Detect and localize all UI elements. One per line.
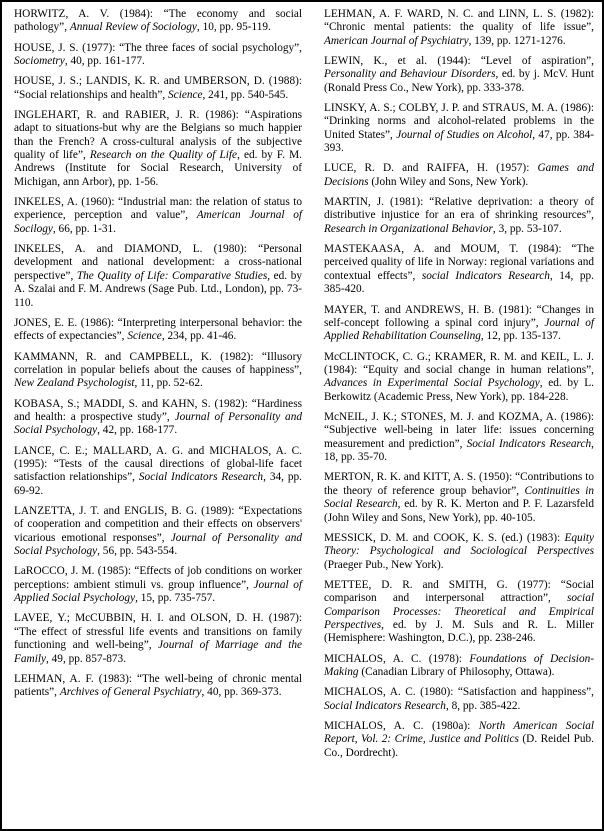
- reference-details: , 15, pp. 735-757.: [135, 592, 216, 605]
- reference-citation: LUCE, R. D. and RAIFFA, H. (1957):: [324, 162, 538, 175]
- reference-entry: [14, 196, 302, 236]
- reference-details: , 234, pp. 41-46.: [161, 330, 237, 343]
- reference-details: (Canadian Library of Philosophy, Ottawa).: [358, 666, 555, 679]
- reference-publication-title: Social Indicators Research: [324, 699, 446, 712]
- reference-details: , 18, pp. 35-70.: [324, 437, 594, 464]
- reference-details: , 42, pp. 168-177.: [97, 424, 178, 437]
- reference-entry: [14, 445, 302, 499]
- reference-publication-title: American Journal of Psychiatry: [324, 34, 469, 47]
- reference-publication-title: Journal of Marriage and the Family: [14, 639, 302, 665]
- reference-entry: [14, 42, 302, 69]
- reference-publication-title: Games and Decisions: [324, 162, 594, 188]
- reference-publication-title: social Comparison Processes: Theoretical and Empirical Perspectives: [324, 592, 594, 632]
- reference-citation: INKELES, A. (1960): “Industrial man: the relation of status to experience, perception and value”,: [14, 196, 302, 222]
- reference-citation: LINSKY, A. S.; COLBY, J. P. and STRAUS, M. A. (1986): “Drinking norms and alcohol-related problems in the United States”,: [324, 102, 594, 141]
- references-right-column: [324, 8, 594, 767]
- reference-entry: [14, 109, 302, 189]
- reference-citation: LEHMAN, A. F. WARD, N. C. and LINN, L. S. (1982): “Chronic mental patients: the quality of life issue”,: [324, 8, 594, 34]
- reference-publication-title: Advances in Experimental Social Psychology: [324, 377, 540, 390]
- reference-citation: MESSICK, D. M. and COOK, K. S. (ed.) (1983):: [324, 531, 565, 544]
- reference-publication-title: Sociometry: [14, 55, 65, 68]
- reference-citation: HOUSE, J. S.; LANDIS, K. R. and UMBERSON, D. (1988): “Social relationships and health”,: [14, 75, 302, 101]
- reference-citation: MICHALOS, A. C. (1980a):: [324, 719, 479, 732]
- reference-publication-title: Science: [168, 88, 203, 101]
- reference-entry: [324, 102, 594, 156]
- reference-citation: HORWITZ, A. V. (1984): “The economy and social pathology”,: [14, 8, 302, 34]
- reference-publication-title: New Zealand Psychologist: [14, 377, 135, 390]
- reference-entry: [14, 673, 302, 700]
- reference-publication-title: The Quality of Life: Comparative Studies: [76, 269, 268, 282]
- reference-details: , 8, pp. 385-422.: [445, 699, 521, 712]
- reference-citation: KAMMANN, R. and CAMPBELL, K. (1982): “Illusory correlation in popular beliefs about the causes of happiness”,: [14, 350, 302, 376]
- reference-entry: [14, 317, 302, 344]
- reference-entry: [324, 243, 594, 297]
- reference-entry: [324, 532, 594, 572]
- reference-entry: [324, 720, 594, 760]
- reference-details: (Praeger Pub., New York).: [324, 558, 444, 571]
- reference-details: , 40, pp. 369-373.: [201, 686, 282, 699]
- reference-citation: INKELES, A. and DIAMOND, L. (1980): “Personal development and national development: a cross-national perspective”,: [14, 243, 302, 282]
- reference-details: , ed. by R. K. Merton and P. F. Lazarsfeld (John Wiley and Sons, New York), pp. 40-105.: [324, 498, 594, 524]
- reference-publication-title: Journal of Personality and Social Psychology: [14, 531, 303, 558]
- reference-citation: LANZETTA, J. T. and ENGLIS, B. G. (1989): “Expectations of cooperation and competition and their effects on observers' vicarious emotional responses”,: [14, 504, 302, 544]
- reference-publication-title: Science: [127, 330, 162, 343]
- reference-details: , 47, pp. 384-393.: [324, 128, 595, 155]
- reference-entry: [324, 411, 594, 465]
- reference-entry: [14, 8, 302, 35]
- reference-citation: MARTIN, J. (1981): “Relative deprivation: a theory of distributive injustice for an era of shrinking resources”,: [324, 196, 594, 222]
- reference-details: , ed. by F. M. Andrews (Institute for Social Research, University of Michigan, ann Arbor), pp. 1-56.: [14, 149, 302, 188]
- reference-entry: [324, 686, 594, 713]
- reference-citation: LaROCCO, J. M. (1985): “Effects of job conditions on worker perceptions: ambient stimuli vs. group influence”,: [14, 565, 302, 591]
- reference-citation: LEHMAN, A. F. (1983): “The well-being of chronic mental patients”,: [14, 672, 302, 699]
- reference-entry: [324, 579, 594, 646]
- reference-entry: [324, 196, 594, 236]
- reference-citation: METTEE, D. R. and SMITH, G. (1977): “Social comparison and interpersonal attraction”,: [324, 578, 594, 605]
- reference-publication-title: Research in Organizational Behavior: [324, 222, 493, 235]
- reference-publication-title: Social Indicators Research: [138, 471, 264, 484]
- reference-citation: MASTEKAASA, A. and MOUM, T. (1984): “The perceived quality of life in Norway: regional variations and contextual effects”,: [324, 243, 594, 282]
- reference-citation: JONES, E. E. (1986): “Interpreting interpersonal behavior: the effects of expectancies”,: [14, 316, 302, 343]
- reference-citation: MICHALOS, A. C. (1978):: [324, 652, 470, 665]
- reference-publication-title: Annual Review of Sociology: [69, 21, 197, 34]
- references-left-column: [14, 8, 302, 706]
- reference-publication-title: Journal of Personality and Social Psychology: [14, 410, 303, 437]
- reference-details: , 14, pp. 385-420.: [324, 269, 595, 296]
- reference-entry: [14, 505, 302, 559]
- reference-citation: MAYER, T. and ANDREWS, H. B. (1981): “Changes in self-concept following a spinal cord injury”,: [324, 303, 594, 329]
- reference-details: , 49, pp. 857-873.: [46, 652, 127, 665]
- reference-details: (D. Reidel Pub. Co., Dordrecht).: [324, 733, 594, 759]
- reference-details: , 11, pp. 52-62.: [134, 377, 203, 390]
- reference-citation: KOBASA, S.; MADDI, S. and KAHN, S. (1982): “Hardiness and health: a prospective study”,: [14, 397, 302, 423]
- reference-publication-title: Journal of Studies on Alcohol: [396, 128, 533, 141]
- reference-publication-title: social Indicators Research: [421, 269, 550, 282]
- reference-citation: LAVEE, Y.; McCUBBIN, H. I. and OLSON, D. H. (1987): “The effect of stressful life events and transitions on family functioning and well-being”,: [14, 612, 302, 652]
- reference-citation: MICHALOS, A. C. (1980): “Satisfaction and happiness”,: [324, 686, 594, 699]
- reference-publication-title: American Journal of Socilogy: [14, 209, 303, 235]
- reference-publication-title: North American Social Report, Vol. 2: Crime, Justice and Politics: [324, 719, 595, 746]
- reference-entry: [14, 565, 302, 605]
- reference-details: , 66, pp. 1-31.: [52, 222, 116, 235]
- reference-publication-title: Foundations of Decision-Making: [324, 652, 594, 679]
- reference-entry: [14, 243, 302, 310]
- reference-details: , ed. by A. Szalai and F. M. Andrews (Sage Pub. Ltd., London), pp. 73-110.: [14, 269, 302, 309]
- reference-details: , 56, pp. 543-554.: [97, 545, 178, 558]
- reference-publication-title: Personality and Behaviour Disorders: [324, 68, 496, 81]
- reference-details: , 3, pp. 53-107.: [492, 222, 562, 235]
- reference-entry: [14, 398, 302, 438]
- reference-details: , 241, pp. 540-545.: [202, 88, 289, 101]
- reference-publication-title: Equity Theory: Psychological and Sociological Perspectives: [324, 531, 594, 558]
- reference-entry: [324, 351, 594, 405]
- reference-citation: HOUSE, J. S. (1977): “The three faces of social psychology”,: [14, 41, 302, 54]
- reference-entry: [14, 351, 302, 391]
- reference-details: , 10, pp. 95-119.: [196, 21, 271, 34]
- reference-citation: LEWIN, K., et al. (1944): “Level of aspiration”,: [324, 55, 594, 68]
- reference-publication-title: Journal of Applied Social Psychology: [14, 578, 302, 605]
- reference-entry: [324, 653, 594, 680]
- reference-entry: [324, 471, 594, 525]
- reference-citation: LANCE, C. E.; MALLARD, A. G. and MICHALOS, A. C. (1995): “Tests of the causal directions of global-life facet satisfaction relationships”,: [14, 444, 302, 484]
- reference-publication-title: Social Indicators Research: [466, 437, 592, 450]
- reference-publication-title: Journal of Applied Rehabilitation Counseling: [324, 316, 594, 343]
- reference-details: , 34, pp. 69-92.: [14, 471, 302, 497]
- reference-entry: [324, 8, 594, 48]
- reference-entry: [14, 75, 302, 102]
- reference-details: , 12, pp. 135-137.: [480, 330, 561, 343]
- reference-entry: [14, 612, 302, 666]
- reference-entry: [324, 55, 594, 95]
- reference-details: , ed. by J. M. Suls and R. L. Miller (Hemisphere: Washington, D.C.), pp. 238-246.: [324, 619, 594, 645]
- reference-entry: [324, 162, 594, 189]
- reference-details: , 139, pp. 1271-1276.: [468, 34, 566, 47]
- reference-details: , 40, pp. 161-177.: [64, 55, 145, 68]
- reference-publication-title: Continuities in Social Research: [324, 484, 594, 511]
- reference-publication-title: Research on the Quality of Life: [89, 149, 238, 162]
- reference-citation: McCLINTOCK, C. G.; KRAMER, R. M. and KEIL, L. J. (1984): “Equity and social change in human relations”,: [324, 350, 594, 376]
- reference-citation: McNEIL, J. K.; STONES, M. J. and KOZMA, A. (1986): “Subjective well-being in later life: issues concerning measurement and prediction”,: [324, 410, 594, 450]
- reference-citation: MERTON, R. K. and KITT, A. S. (1950): “Contributions to the theory of reference group behavior”,: [324, 471, 594, 497]
- reference-citation: INGLEHART, R. and RABIER, J. R. (1986): “Aspirations adapt to situations-but why are the Belgians so much happier than the French? A cross-cultural analysis of the subjective quality of life”,: [14, 108, 302, 162]
- reference-publication-title: Archives of General Psychiatry: [59, 686, 202, 699]
- reference-details: , ed. by L. Berkowitz (Academic Press, New York), pp. 184-228.: [324, 377, 594, 403]
- reference-details: (John Wiley and Sons, New York).: [368, 175, 529, 188]
- reference-details: , ed. by j. McV. Hunt (Ronald Press Co., New York), pp. 333-378.: [324, 68, 594, 94]
- reference-entry: [324, 304, 594, 344]
